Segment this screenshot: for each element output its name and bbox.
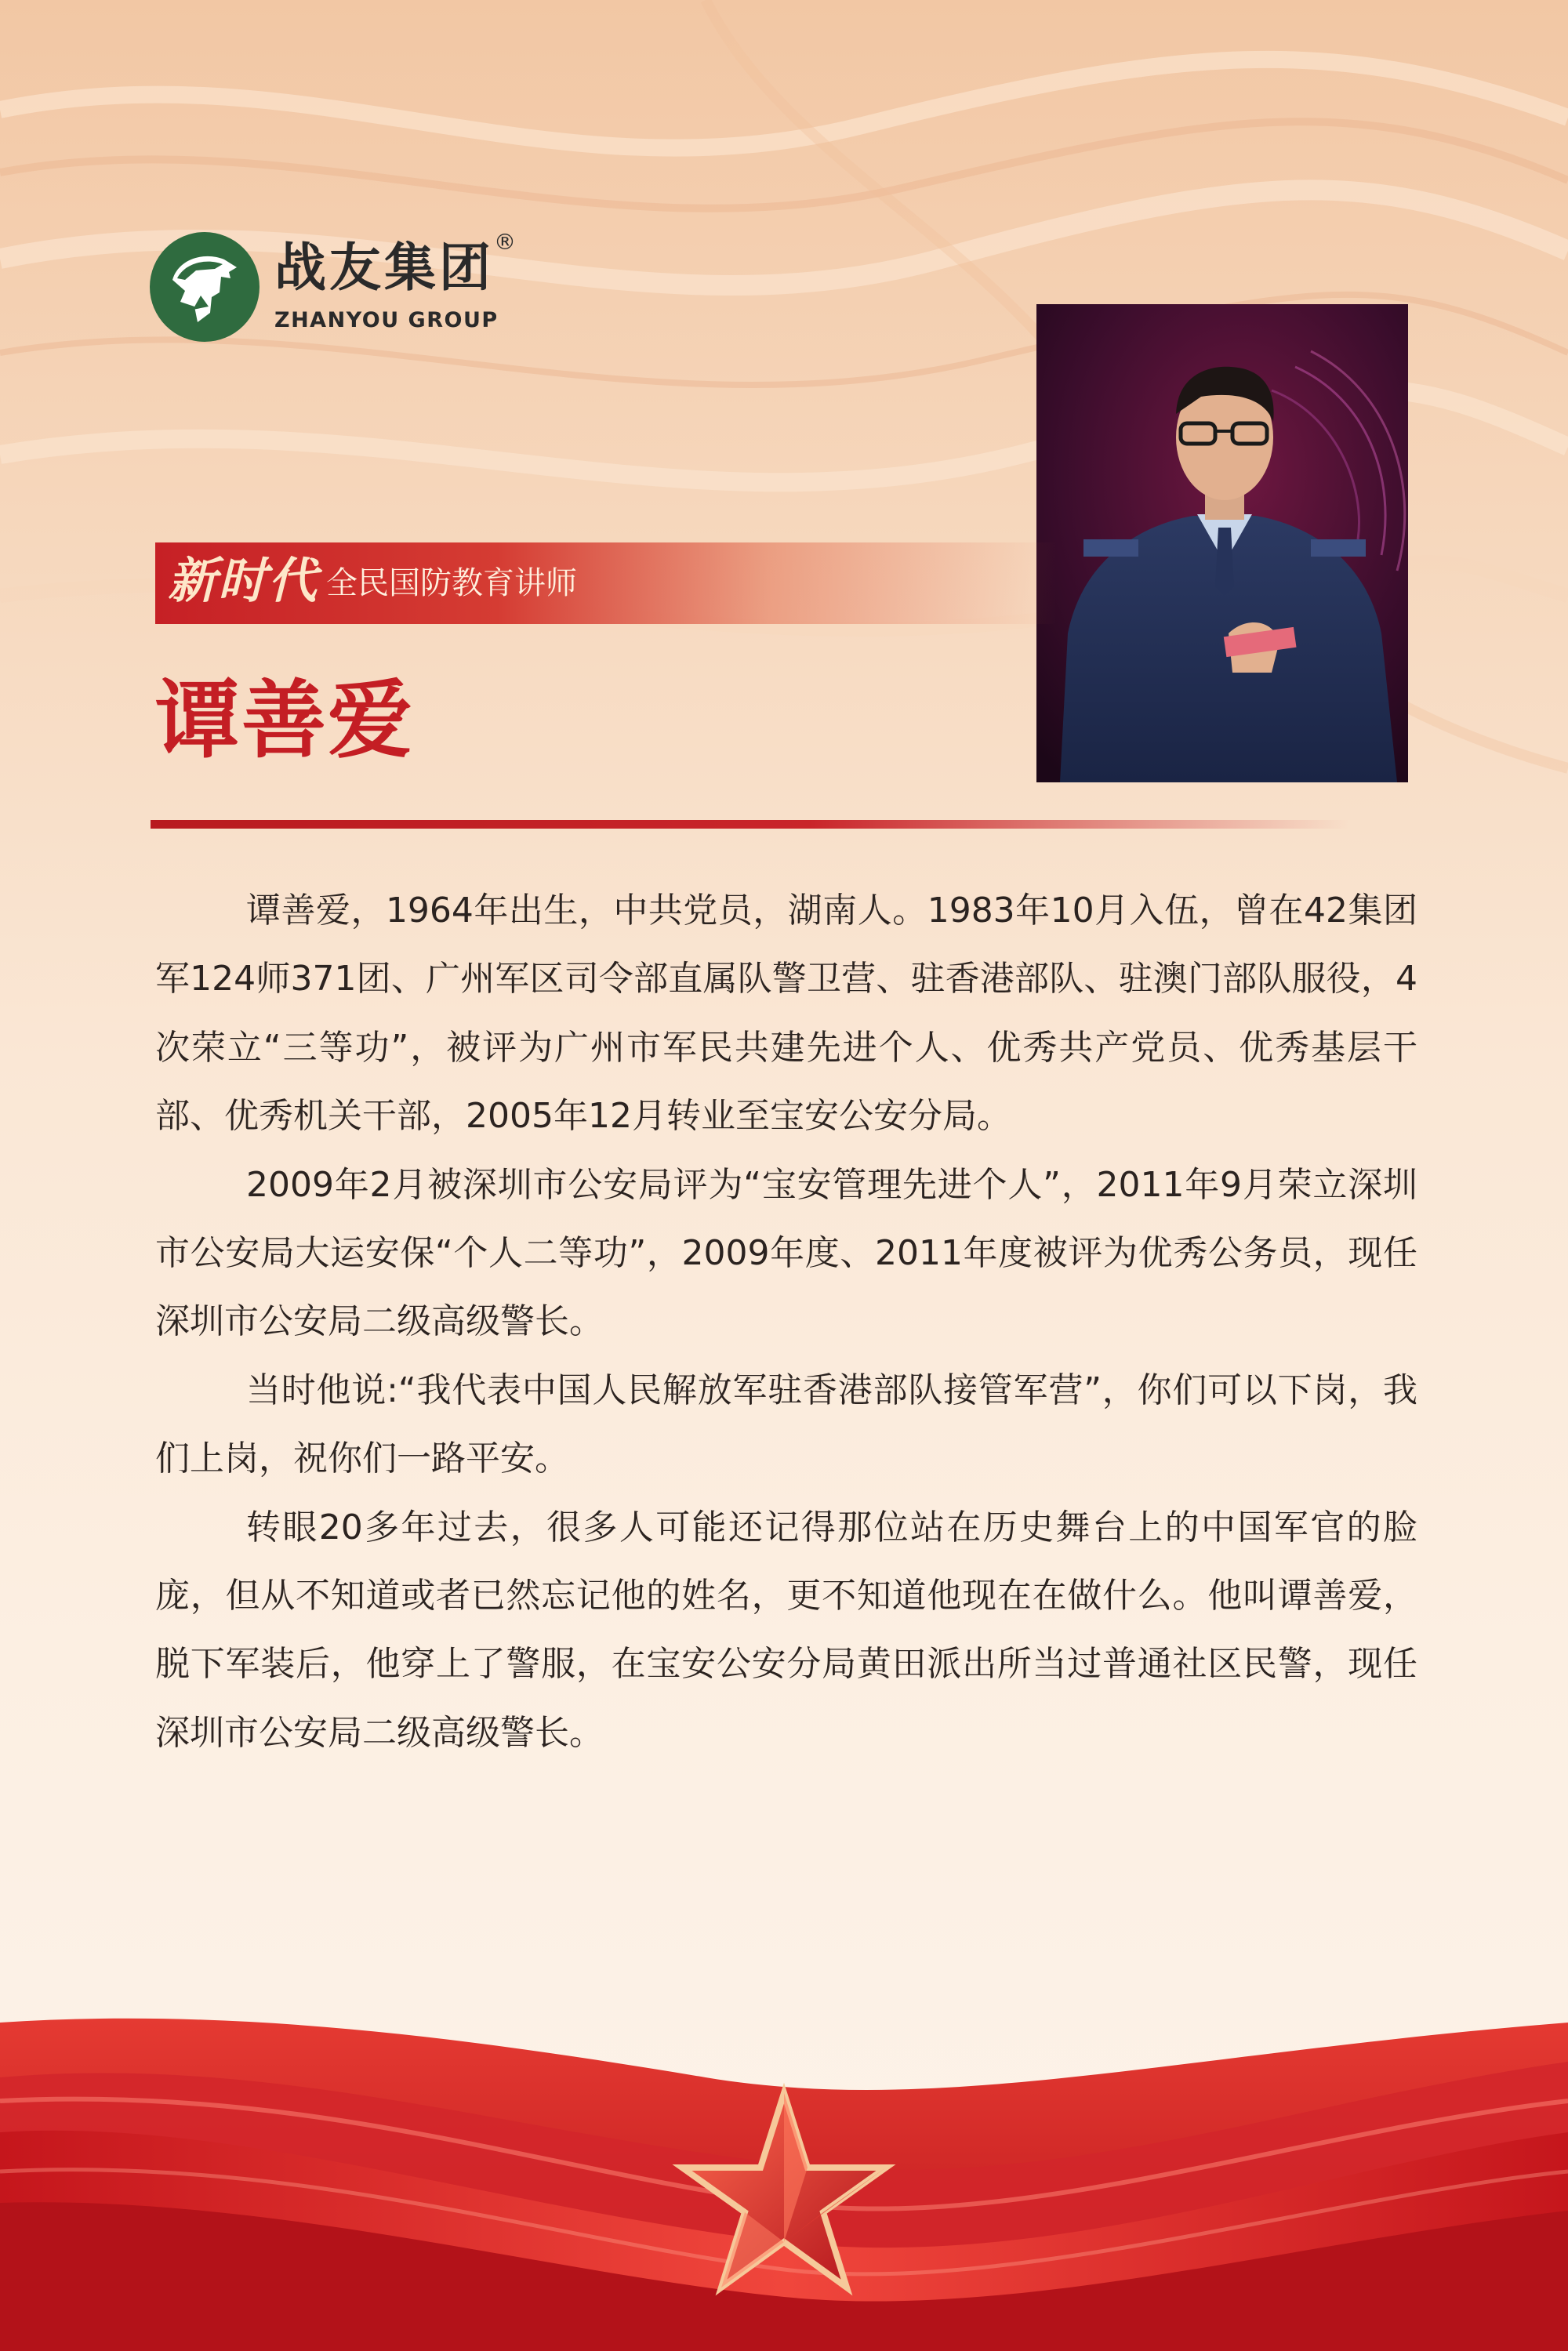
soldier-helmet-emblem-icon [149, 231, 260, 343]
person-name: 谭善爱 [155, 671, 415, 770]
red-silk-ribbon [0, 2007, 1568, 2351]
bio-paragraph-2: 2009年2月被深圳市公安局评为“宝安管理先进个人”，2011年9月荣立深圳市公安局大运安保“个人二等功”，2009年度、2011年度被评为优秀公务员，现任深圳市公安局二级高级警长。 [155, 1164, 1417, 1342]
banner-calligraphy: 新时代 [168, 552, 319, 609]
banner-title: 全民国防教育讲师 [326, 565, 577, 601]
bio-paragraph-1: 谭善爱，1964年出生，中共党员，湖南人。1983年10月入伍，曾在42集团军124师371团、广州军区司令部直属队警卫营、驻香港部队、驻澳门部队服役，4次荣立“三等功”，被评为广州市军民共建先进个人、优秀共产党员、优秀基层干部、优秀机关干部，2005年12月转业至宝安公安分局。 [155, 891, 1417, 1137]
bio-paragraph-3: 当时他说:“我代表中国人民解放军驻香港部队接管军营”，你们可以下岗，我们上岗，祝你们一路平安。 [155, 1370, 1417, 1479]
divider-line [151, 820, 1350, 829]
biography [155, 876, 1417, 1767]
registered-mark: ® [494, 229, 516, 255]
bio-paragraph-4: 转眼20多年过去，很多人可能还记得那位站在历史舞台上的中国军官的脸庞，但从不知道或者已然忘记他的姓名，更不知道他现在在做什么。他叫谭善爱，脱下军装后，他穿上了警服，在宝安公安分局黄田派出所当过普通社区民警，现任深圳市公安局二级高级警长。 [155, 1507, 1417, 1753]
company-logo [149, 231, 541, 349]
title-banner [155, 542, 1057, 624]
portrait-photo [1036, 304, 1408, 782]
logo-english-name: ZHANYOU GROUP [274, 308, 499, 332]
logo-chinese-name: 战友集团 [274, 238, 494, 298]
